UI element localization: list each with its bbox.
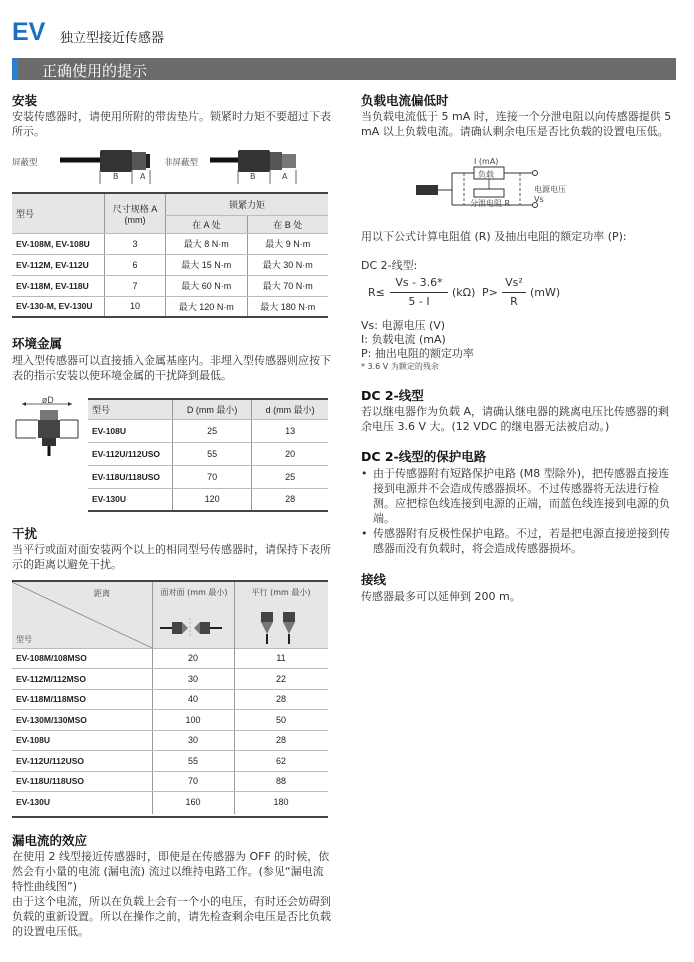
dc2-heading: DC 2-线型 xyxy=(361,388,424,403)
table-row: EV-108U 25 13 xyxy=(88,419,328,442)
r-prefix: R≤ xyxy=(368,286,385,299)
col-face-to-face: 面对面 (mm 最小) xyxy=(160,588,228,597)
protect-bullet-1: 由于传感器附有短路保护电路 (M8 型除外)，把传感器直接连接到电源并不会造成传感器损坏。不过传感器将无法进行检测。应把棕色线连接到电源的正端，而蓝色线连接到电源的负端。 xyxy=(373,467,670,525)
interference-rows xyxy=(12,648,328,812)
banner-title: 正确使用的提示 xyxy=(42,62,148,80)
formula-intro: 用以下公式计算电阻值 (R) 及抽出电阻的额定功率 (P): xyxy=(361,230,627,243)
table-row: EV-112U/112USO 55 20 xyxy=(88,442,328,465)
table-row: EV-130U 120 28 xyxy=(88,488,328,511)
table-row: EV-130U 160 180 xyxy=(16,797,289,807)
metal-text: 埋入型传感器可以直接插入金属基座内。非埋入型传感器则应按下表的指示安装以使环境金属的干扰降到最低。 xyxy=(12,354,331,382)
r-unit: (kΩ) xyxy=(452,286,476,299)
unshielded-label-a: A xyxy=(282,172,288,181)
low-current-heading: 负载电流偏低时 xyxy=(361,93,449,108)
footnote: * 3.6 V 为额定的残余 xyxy=(361,362,439,371)
bullet-dot: • xyxy=(361,527,368,540)
metal-col-d: d (mm 最小) xyxy=(252,399,328,419)
interference-heading: 干扰 xyxy=(12,526,38,541)
leakage-text-1: 在使用 2 线型接近传感器时，即使是在传感器为 OFF 的时候，依然会有小量的电流 (漏电流) 流过以维持电路工作。(参见“漏电流特性曲线图”) xyxy=(12,850,330,893)
circuit-vs-label: Vs xyxy=(534,195,544,204)
leakage-heading: 漏电流的效应 xyxy=(12,833,88,848)
bullet-dot: • xyxy=(361,467,368,480)
table-row: EV-130M/130MSO 100 50 xyxy=(12,710,328,731)
r-denominator: 5 - I xyxy=(408,295,430,308)
def-p: P: 抽出电阻的额定功率 xyxy=(361,347,474,360)
torque-col-a: 在 A 处 xyxy=(166,215,248,233)
metal-col-D: D (mm 最小) xyxy=(173,399,252,419)
torque-col-size: 尺寸规格 A (mm) xyxy=(105,193,166,233)
wiring-heading: 接线 xyxy=(361,572,387,587)
install-text: 安装传感器时，请使用所附的带齿垫片。锁紧时力矩不要超过下表所示。 xyxy=(12,110,331,138)
metal-table xyxy=(88,398,328,512)
metal-label-D: øD xyxy=(42,396,54,406)
p-denominator: R xyxy=(510,295,518,308)
leakage-text-2: 由于这个电流，所以在负载上会有一个小的电压，有时还会妨碍到负载的重新设置。所以在操作之前，请先检查剩余电压是否比负载的设置电压低。 xyxy=(12,895,331,938)
metal-col-model: 型号 xyxy=(88,399,173,419)
table-row: EV-112M, EV-112U 6 最大 15 N·m 最大 30 N·m xyxy=(12,254,328,275)
diagonal-divider xyxy=(12,582,152,648)
torque-col-torque: 锁紧力矩 xyxy=(166,193,329,215)
low-current-text: 当负载电流低于 5 mA 时，连接一个分泄电阻以向传感器提供 5 mA 以上负载电流。请确认剩余电压是否比负载的设置电压低。 xyxy=(361,110,672,138)
def-vs: Vs: 电源电压 (V) xyxy=(361,319,446,332)
circuit-resistor-label: 分泄电阻 R xyxy=(470,199,511,208)
parallel-icon xyxy=(258,612,298,646)
table-row: EV-118M/118MSO 40 28 xyxy=(12,689,328,710)
p-numerator: Vs² xyxy=(505,276,523,289)
table-row: EV-118U/118USO 70 25 xyxy=(88,465,328,488)
section-banner xyxy=(12,58,676,80)
circuit-load-label: 负载 xyxy=(478,170,494,179)
face-to-face-icon xyxy=(160,614,224,642)
circuit-supply-label: 电源电压 xyxy=(534,185,566,194)
col-parallel: 平行 (mm 最小) xyxy=(251,588,311,597)
torque-table xyxy=(12,192,328,318)
diag-top-label: 距离 xyxy=(94,589,110,598)
catalog-code: EV xyxy=(12,18,46,46)
table-row: EV-130-M, EV-130U 10 最大 120 N·m 最大 180 N·m xyxy=(12,296,328,317)
torque-col-b: 在 B 处 xyxy=(247,215,328,233)
def-i: I: 负载电流 (mA) xyxy=(361,333,446,346)
table-row: EV-108M/108MSO 20 11 xyxy=(12,648,328,669)
interference-text: 当平行或面对面安装两个以上的相同型号传感器时，请保持下表所示的距离以避免干扰。 xyxy=(12,543,331,571)
r-fraction-bar xyxy=(390,292,448,293)
table-row: EV-108U 30 28 xyxy=(12,730,328,751)
dc2-text: 若以继电器作为负载 A，请确认继电器的跳离电压比传感器的剩余电压 3.6 V 大。(12 VDC 的继电器无法被启动。) xyxy=(361,405,670,433)
unshielded-sensor-diagram xyxy=(210,140,320,188)
protect-heading: DC 2-线型的保护电路 xyxy=(361,449,487,464)
product-title: 独立型接近传感器 xyxy=(60,31,165,46)
metal-heading: 环境金属 xyxy=(12,336,63,351)
table-row: EV-118U/118USO 70 88 xyxy=(12,771,328,792)
table-row: EV-112U/112USO 55 62 xyxy=(12,751,328,772)
r-numerator: Vs - 3.6* xyxy=(395,276,443,289)
table-row: EV-118M, EV-118U 7 最大 60 N·m 最大 70 N·m xyxy=(12,275,328,296)
p-unit: (mW) xyxy=(530,286,561,299)
wiring-text: 传感器最多可以延伸到 200 m。 xyxy=(361,590,521,603)
install-heading: 安装 xyxy=(12,93,38,108)
metal-label-d: d xyxy=(52,419,58,429)
unshielded-label-b: B xyxy=(250,172,256,181)
p-prefix: P> xyxy=(482,286,498,299)
banner-accent xyxy=(12,58,18,80)
torque-col-model: 型号 xyxy=(12,193,105,233)
circuit-i-label: I (mA) xyxy=(474,157,499,166)
formula-title: DC 2-线型: xyxy=(361,259,418,272)
table-row: EV-112M/112MSO 30 22 xyxy=(12,669,328,690)
shielded-label: 屏蔽型 xyxy=(12,158,38,168)
shielded-label-b: B xyxy=(113,172,119,181)
diag-bottom-label: 型号 xyxy=(16,635,32,644)
shielded-label-a: A xyxy=(140,172,146,181)
unshielded-label: 非屏蔽型 xyxy=(164,158,199,168)
p-fraction-bar xyxy=(502,292,526,293)
protect-bullet-2: 传感器附有反极性保护电路。不过，若是把电源直接逆接到传感器而没有负载时，将会造成传感器损坏。 xyxy=(373,527,670,555)
table-row: EV-108M, EV-108U 3 最大 8 N·m 最大 9 N·m xyxy=(12,233,328,254)
